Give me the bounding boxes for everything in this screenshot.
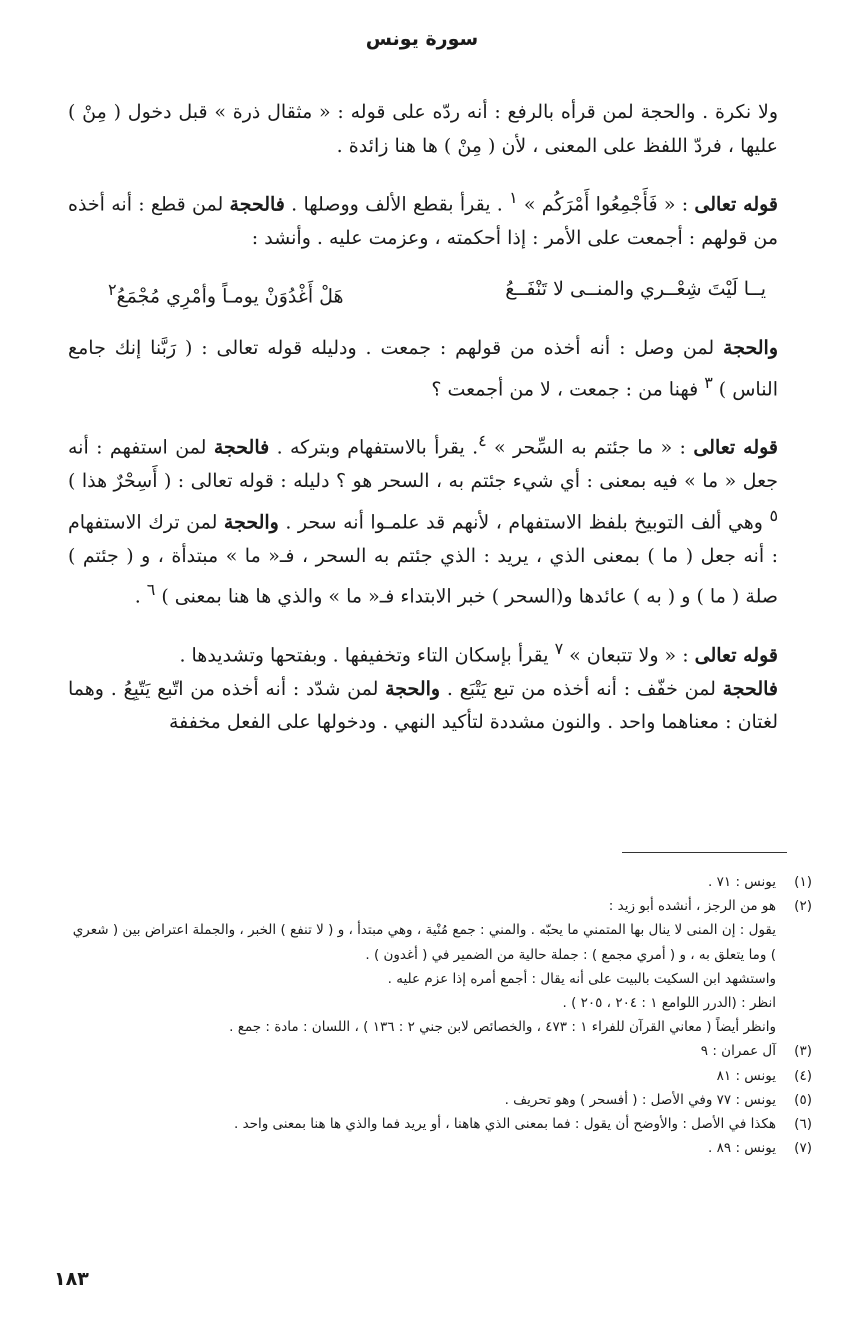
paragraph-4: قوله تعالى : « ما جئتم به السِّحر » $^٤$. يقرأ بالاستفهام وبتركه . فالحجة لمن استفهم : أنه جعل « ما » فيه بمعنى : أي شيء جئتم به ، السحر هو ؟ دليله : قوله تعالى : ( أَسِحْرٌ هذا ) $^٥$ وهي ألف التوبيخ بلفظ الاستفهام ، لأنهم قد علمـوا أنه سحر . والحجة لمن ترك الاستفهام : أنه جعل ( ما ) بمعنى الذي ، يريد : الذي جئتم به السحر ، فـ« ما » مبتدأة ، و ( جئتم ) صلة ( ما ) و ( به ) عائدها و(السحر ) خبر الابتداء فـ« ما » والذي ها هنا بمعنى ) $^٦$ . [68,431,779,608]
bold-lead: والحجة [723,337,778,360]
footnote-5: (٥) يونس : ٧٧ وفي الأصل : ( أفسحر ) وهو تحريف . [504,1091,812,1108]
footnote-ref: ١ [509,188,518,207]
footnote-2-line: انظر : (الدرر اللوامع ١ : ٢٠٤ ، ٢٠٥ ) . [562,995,776,1012]
bold-lead: فالحجة [722,677,778,700]
footnote-1: (١) يونس : ٧١ . [708,874,812,890]
bold-term: فالحجة [213,436,270,459]
paragraph-5: قوله تعالى : « ولا تتبعان » $^٧$ يقرأ بإسكان التاء وتخفيفها . وبفتحها وتشديدها . فالحجة لمن خفّف : أنه أخذه من تبع يَتْبَع . والحجة لمن شدّد : أنه أخذه من اتّبع يَتّبِعُ . وهما لغتان : معناهما واحد . والنون مشددة لتأكيد النهي . ودخولها على الفعل مخففة [68,638,778,734]
footnote-ref: ٤ [478,431,487,451]
footnote-separator [622,852,787,853]
footnotes [64,870,812,1160]
paragraph-2: قوله تعالى : « فَأَجْمِعُوا أَمْرَكُم » $^١$ . يقرأ بقطع الألف ووصلها . فالحجة لمن قطع : أنه أخذه من قولهم : أجمعت على الأمر : إذا أحكمته ، وعزمت عليه . وأنشد : [68,188,779,249]
footnote-ref: ٧ [554,638,564,658]
page-number: ١٨٣ [54,1268,89,1290]
verse-second-hemistich: هَلْ أَغْدُوَنْ يومـاً وأمْرِي مُجْمَعُ$^٢$ [108,280,344,308]
footnote-2-line: يقول : إن المنى لا ينال بها المتمني ما يحبّه . والمني : جمع مُنْية ، وهي مبتدأ ، و ( لا تنفع ) الخبر ، والجملة اعتراض بين ( شعري ) وما يتعلق به ، و ( أمري مجمع ) : جملة حالية من الضمير في ( أغدون ) . [72,922,776,963]
bold-term: والحجة [385,677,441,700]
bold-lead: قوله تعالى [693,436,779,459]
bold-term: فالحجة [229,193,285,216]
footnote-2-line: واستشهد ابن السكيت بالبيت على أنه يقال : أجمع أمره إذا عزم عليه . [387,970,776,987]
poetry-verse [68,273,778,314]
footnote-6: (٦) هكذا في الأصل : والأوضح أن يقول : فما بمعنى الذي هاهنا ، أو يريد فما والذي ها هنا بمعنى واحد . [233,1116,812,1133]
paragraph-1: ولا نكرة . والحجة لمن قرأه بالرفع : أنه ردّه على قوله : « مثقال ذرة » قبل دخول ( مِنْ ) عليها ، فردّ اللفظ على المعنى ، لأن ( مِنْ ) ها هنا زائدة . [68,101,778,157]
bold-lead: قوله تعالى [694,193,779,216]
running-head: سورة يونس [365,28,479,50]
footnote-ref: ٣ [704,372,713,392]
main-text [68,96,778,758]
paragraph-3: والحجة لمن وصل : أنه أخذه من قولهم : جمعت . ودليله قوله تعالى : ( رَبَّنا إنك جامع الناس ) $^٣$ فهنا من : جمعت ، لا من أجمعت ؟ [68,337,778,400]
footnote-2-line: وانظر أيضاً ( معاني القرآن للفراء ١ : ٤٧٣ ، والخصائص لابن جني ٢ : ١٣٦ ) ، اللسان : مادة : جمع . [229,1019,776,1036]
bold-lead: قوله تعالى [694,644,778,667]
footnote-ref: ٥ [769,505,779,525]
bold-term: والحجة [223,511,279,534]
footnote-3: (٣) آل عمران : ٩ [700,1043,812,1060]
footnote-7: (٧) يونس : ٨٩ . [708,1140,812,1157]
footnote-4: (٤) يونس : ٨١ [716,1067,812,1084]
footnote-ref: ٢ [108,280,117,300]
footnote-ref: ٦ [146,580,156,600]
footnote-2: (٢) هو من الرجز ، أنشده أبو زيد : [608,898,812,915]
verse-first-hemistich: يــا لَيْتَ شِعْــري والمنــى لا تَنْفَــعُ [505,278,766,301]
